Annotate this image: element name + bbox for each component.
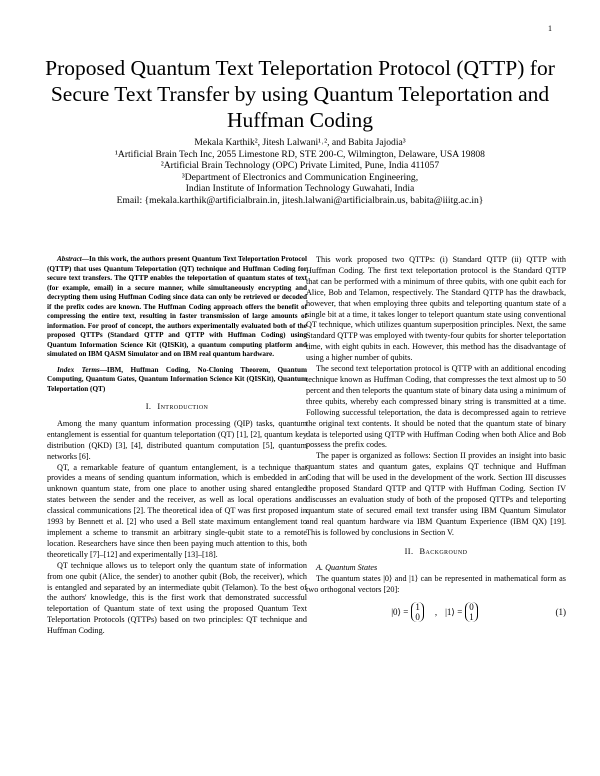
equation-1: |0⟩ = 1 0 , |1⟩ = 0 1 (1) [391,602,566,623]
ket-0: |0⟩ = [391,606,409,617]
vector-0: 1 0 [411,602,424,622]
quantum-states-paragraph: The quantum states |0⟩ and |1⟩ can be represented in mathematical form as two orthogonal vectors [20]: [306,574,566,595]
equation-label: (1) [555,606,566,617]
section-heading-background: II. Background [404,546,468,556]
intro-paragraph-2: QT, a remarkable feature of quantum entanglement, is a technique that provides a means of sending quantum information, which is embedded in an unknown quantum state, from one place to another using shared entangled states between the sender and the receiver, as well as local operations and classical communications [2]. The theoretical idea of QT was first proposed in 1993 by Bennett et al. [2] who used a Bell state maximum entanglement to implement a scheme to transmit an arbitrary single-qubit state to a remote location. Researchers have since then been paying much attention to this, both theoretically [7]–[12] and experimentally [13]–[18]. [47,462,307,559]
index-terms [47,366,307,395]
abstract-lead: Abstract [57,255,82,263]
index-terms-text: —IBM, Huffman Coding, No-Cloning Theorem, Quantum Computing, Quantum Gates, Quantum Information Science Kit (QISKit), Quantum Teleportation (QT) [47,365,308,393]
section-heading-introduction: I. Introduction [145,402,209,411]
ket-1: |1⟩ = [445,606,463,617]
author-block [40,137,560,207]
huffman-paragraph: The second text teleportation protocol is QTTP with an additional encoding technique known as Huffman Coding, that compresses the text almost up to 50 percent and then teleports the quantum state of binary data using a minimum of three qubits, whereby each compressed binary string is transmitted at a time. Following successful teleportation, the data is decompressed again to retrieve the original text contents. It should be noted that the quantum state of binary data is teleported using QTTP with Huffman Coding when both Alice and Bob possess the prefix codes. [306,364,566,450]
left-column [47,255,307,637]
page-number: 1 [548,24,552,33]
affiliation-3-institute: Indian Institute of Information Technology Guwahati, India [185,183,415,195]
subsection-heading-quantum-states: A. Quantum States [316,563,378,573]
intro-paragraph-1: Among the many quantum information processing (QIP) tasks, quantum entanglement is essential for quantum teleportation (QT) [1], [2], quantum key distribution (QKD) [3], [4], distributed quantum computation [5], quantum networks [6]. [47,418,307,461]
organization-paragraph: The paper is organized as follows: Section II provides an insight into basic quantum states and quantum gates, explains QT technique and Huffman Coding that will be used in the development of the work. Section III discusses the proposed Standard QTTP and QTTP with Huffman Coding. Section IV discusses an evaluation study of both of the proposed QTTPs and teleporting quantum state of secured email text transfer using IBM Quantum Simulator and real quantum hardware via IBM Quantum Experience (IBM QX) [19]. This is followed by conclusions in Section V. [306,451,566,537]
right-column [306,255,566,622]
intro-paragraph-3: QT technique allows us to teleport only the quantum state of information from one qubit (Alice, the sender) to another qubit (Bob, the receiver), which is entangled and separated by an intermediate qubit (Telamon). To the best of the authors' knowledge, this is the first work that demonstrated successful teleportation of Quantum state of text using the proposed Quantum Text Teleportation Protocols (QTTPs) based on two principles: QT technique and Huffman Coding. [47,560,307,636]
affiliation-2: ²Artificial Brain Technology (OPC) Private Limited, Pune, India 411057 [160,160,440,172]
author-names: Mekala Karthik², Jitesh Lalwani¹˒², and Babita Jajodia³ [194,137,406,148]
vector-1: 0 1 [465,602,478,622]
paper-title: Proposed Quantum Text Teleportation Protocol (QTTP) for Secure Text Transfer by using Quantum Teleportation and Huffman Coding [45,56,555,132]
contributions-paragraph: This work proposed two QTTPs: (i) Standard QTTP (ii) QTTP with Huffman Coding. The first text teleportation protocol is the Standard QTTP that can be performed with a minimum of three qubits, with one qubit each for Alice, Bob and Telamon, respectively. The Standard QTTP has the drawback, however, that when employing three qubits and teleporting quantum state of a single bit at a time, it takes longer to teleport quantum state using conventional QT technique, which utilizes quantum superposition principles. Next, the same Standard QTTP was employed with twenty-four qubits for shorter teleportation time, with eight qubits in each. However, this method has the disadvantage of using a higher number of qubits. [306,255,566,363]
affiliation-3: ³Department of Electronics and Communication Engineering, [181,171,419,183]
abstract [47,255,307,360]
affiliation-1: ¹Artificial Brain Tech Inc, 2055 Limestone RD, STE 200-C, Wilmington, Delaware, USA 19808 [115,148,485,160]
index-terms-lead: Index Terms [57,365,100,374]
abstract-text: —In this work, the authors present Quantum Text Teleportation Protocol (QTTP) that uses Quantum Teleportation (QT) technique and Huffman Coding for secure text transfers. The QTTP enables the teleportation of quantum states of text (for example, email) in a secure manner, while simultaneously encrypting and decrypting them using Huffman Coding since data can only be retrieved or decoded if the prefix codes are known. The Huffman Coding approach offers the benefit of compressing the entire text, resulting in faster transmission of large amounts of information. For proof of concept, the authors experimentally evaluated both of the proposed QTTPs (Standard QTTP and QTTP with Huffman Coding) using Quantum Information Science Kit (QISKit), a quantum computing platform and simulated on IBM QASM Simulator and on IBM real quantum hardware. [47,255,307,358]
author-emails: Email: {mekala.karthik@artificialbrain.in, jitesh.lalwani@artificialbrain.us, babita@iiitg.ac.in} [116,194,484,206]
